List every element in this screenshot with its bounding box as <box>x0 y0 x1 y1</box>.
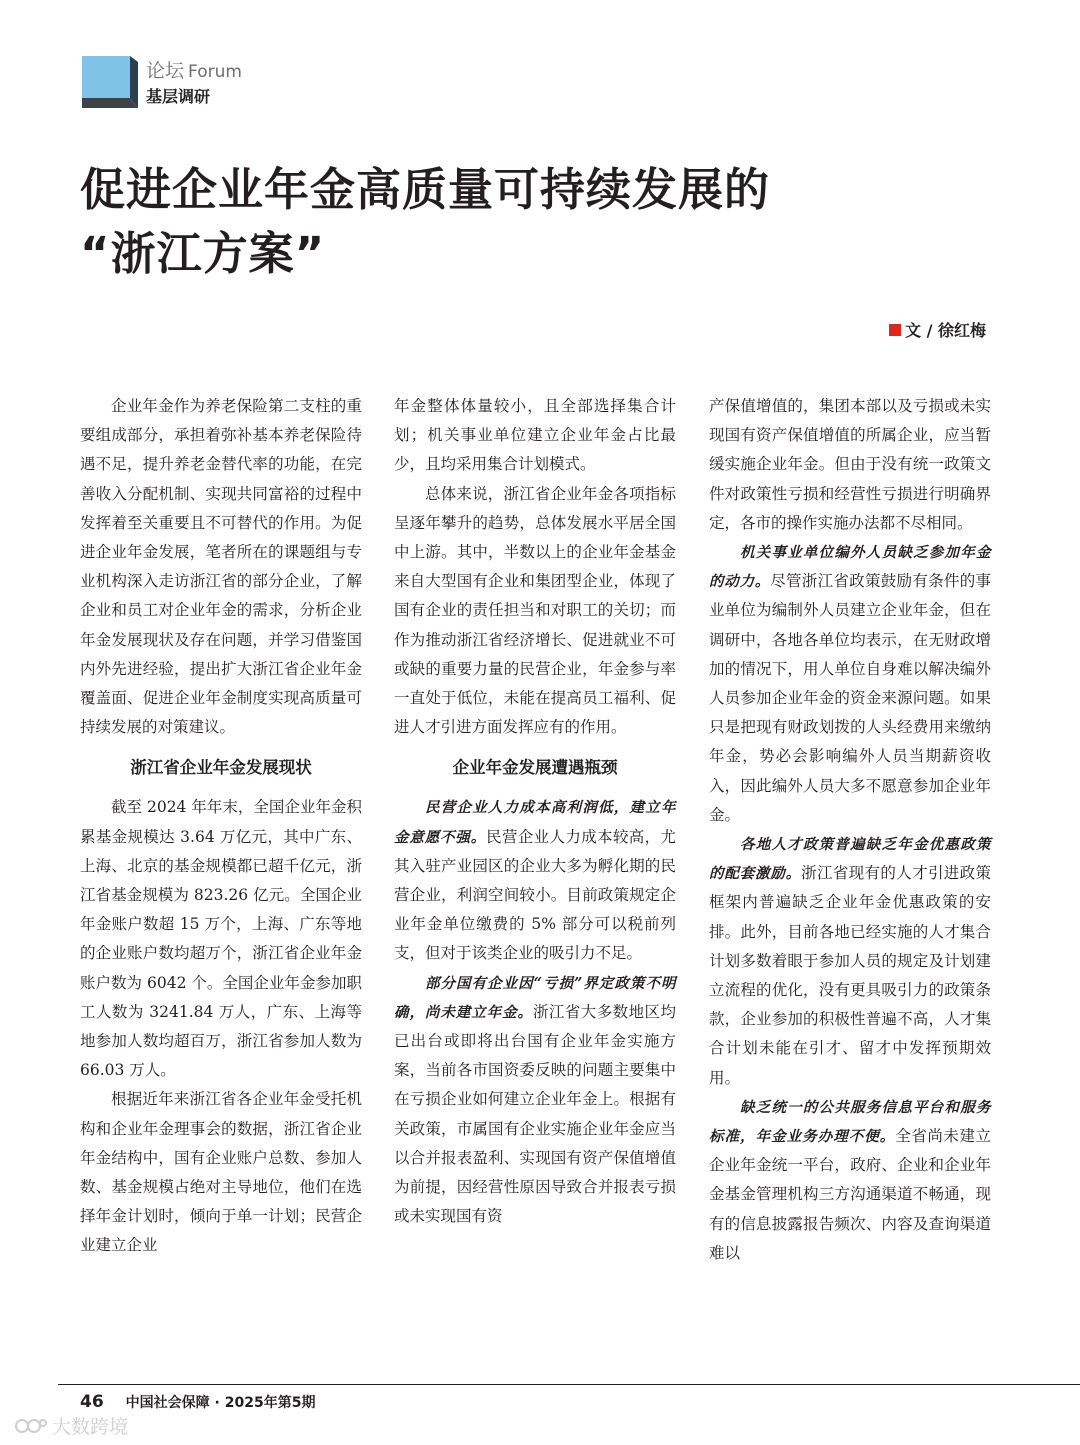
column-logo-icon <box>80 54 138 108</box>
paragraph-lead: 机关事业单位编外人员缺乏参加年金的动力。 <box>709 544 991 591</box>
forum-label <box>146 56 242 83</box>
paragraph-body: 尽管浙江省政策鼓励有条件的事业单位为编制外人员建立企业年金，但在调研中，各地各单位均表示，在无财政增加的情况下，用人单位自身难以解决编外人员参加企业年金的资金来源问题。如果只是把现有财政划拨的人头经费用来缴纳年金，势必会影响编外人员当期薪资收入，因此编外人员大多不愿意参加企业年金。 <box>709 572 992 824</box>
footer-divider <box>58 1384 1080 1385</box>
paragraph-body: 全省尚未建立企业年金统一平台，政府、企业和企业年金基金管理机构三方沟通渠道不畅通，现有的信息披露报告频次、内容及查询渠道难以 <box>709 1127 991 1262</box>
forum-label-cn: 论坛 <box>146 60 185 82</box>
article-title-line-1: 促进企业年金高质量可持续发展的 <box>80 163 771 216</box>
paragraph-body: 浙江省大多数地区均已出台或即将出台国有企业年金实施方案，当前各市国资委反映的问题主要集中在亏损企业如何建立企业年金上。根据有关政策，市属国有企业实施企业年金应当以合并报表盈利、实现国有资产保值增值为前提，因经营性原因导致合并报表亏损或未实现国有资 <box>394 1002 676 1226</box>
author: 文 / 徐红梅 <box>905 321 986 340</box>
watermark-icon <box>14 1415 48 1437</box>
paragraph: 根据近年来浙江省各企业年金受托机构和企业年金理事会的数据，浙江省企业年金结构中，国有企业账户总数、参加人数、基金规模占绝对主导地位，他们在选择年金计划时，倾向于单一计划；民营企业建立企业 <box>80 1090 362 1255</box>
paragraph-lead: 部分国有企业因“亏损”界定政策不明确，尚未建立年金。 <box>394 974 676 1021</box>
paragraph: 年金整体体量较小，且全部选择集合计划；机关事业单位建立企业年金占比最少，且均采用集合计划模式。 <box>394 397 676 474</box>
paragraph <box>709 1093 991 1268</box>
section-name: 基层调研 <box>146 87 211 106</box>
paragraph: 企业年金作为养老保险第二支柱的重要组成部分，承担着弥补基本养老保险待遇不足，提升养老金替代率的功能，在完善收入分配机制、实现共同富裕的过程中发挥着至关重要且不可替代的作用。为促进企业年金发展，笔者所在的课题组与专业机构深入走访浙江省的部分企业，了解企业和员工对企业年金的需求，分析企业年金发展现状及存在问题，并学习借鉴国内外先进经验，提出扩大浙江省企业年金覆盖面、促进企业年金制度实现高质量可持续发展的对策建议。 <box>80 397 362 737</box>
column-2 <box>394 392 676 1231</box>
paragraph-lead: 缺乏统一的公共服务信息平台和服务标准，年金业务办理不便。 <box>709 1098 991 1146</box>
column-3 <box>709 392 991 1268</box>
paragraph <box>394 969 676 1232</box>
page-number: 46 <box>80 1392 104 1412</box>
paragraph <box>709 830 991 1093</box>
section-heading: 浙江省企业年金发展现状 <box>130 758 312 778</box>
paragraph: 总体来说，浙江省企业年金各项指标呈逐年攀升的趋势，总体发展水平居全国中上游。其中，半数以上的企业年金基金来自大型国有企业和集团型企业，体现了国有企业的责任担当和对职工的关切；而作为推动浙江省经济增长、促进就业不可或缺的重要力量的民营企业，年金参与率一直处于低位，未能在提高员工福利、促进人才引进方面发挥应有的作用。 <box>394 484 676 737</box>
byline <box>889 318 986 341</box>
paragraph-lead: 民营企业人力成本高利润低，建立年金意愿不强。 <box>394 799 676 846</box>
column-logo <box>80 54 138 108</box>
paragraph-lead: 各地人才政策普遍缺乏年金优惠政策的配套激励。 <box>709 836 991 883</box>
journal-issue: 中国社会保障 · 2025年第5期 <box>125 1395 316 1411</box>
paragraph-body: 浙江省现有的人才引进政策框架内普遍缺乏企业年金优惠政策的安排。此外，目前各地已经实施的人才集合计划多数着眼于参加人员的规定及计划建立流程的优化，没有更具吸引力的政策条款，企业参加的积极性普遍不高，人才集合计划未能在引才、留才中发挥预期效用。 <box>709 864 991 1087</box>
paragraph <box>709 538 991 830</box>
red-square-icon <box>889 324 901 336</box>
article-title-line-2: “浙江方案” <box>80 227 326 280</box>
column-1 <box>80 392 362 1261</box>
paragraph-body: 民营企业人力成本较高，尤其入驻产业园区的企业大多为孵化期的民营企业，利润空间较小。目前政策规定企业年金单位缴费的 5% 部分可以税前列支，但对于该类企业的吸引力不足。 <box>394 827 676 963</box>
watermark-text: 大数跨境 <box>52 1416 129 1438</box>
paragraph: 产保值增值的，集团本部以及亏损或未实现国有资产保值增值的所属企业，应当暂缓实施企业年金。但由于没有统一政策文件对政策性亏损和经营性亏损进行明确界定，各市的操作实施办法都不尽相同。 <box>709 397 991 532</box>
section-heading: 企业年金发展遭遇瓶颈 <box>452 758 618 778</box>
paragraph <box>394 793 676 968</box>
forum-label-en: Forum <box>188 62 242 82</box>
article-title <box>80 158 1000 286</box>
paragraph: 截至 2024 年年末，全国企业年金积累基金规模达 3.64 万亿元，其中广东、上海、北京的基金规模都已超千亿元，浙江省基金规模为 823.26 亿元。全国企业年金账户数超 15 万个，上海、广东等地的企业账户数均超万个，浙江省企业年金账户数为 6042 个。全国企业年金参加职工人数为 3241.84 万人，广东、上海等地参加人数均超百万，浙江省参加人数为 66.03 万人。 <box>80 798 362 1080</box>
watermark <box>14 1412 128 1439</box>
page-footer <box>80 1392 315 1412</box>
